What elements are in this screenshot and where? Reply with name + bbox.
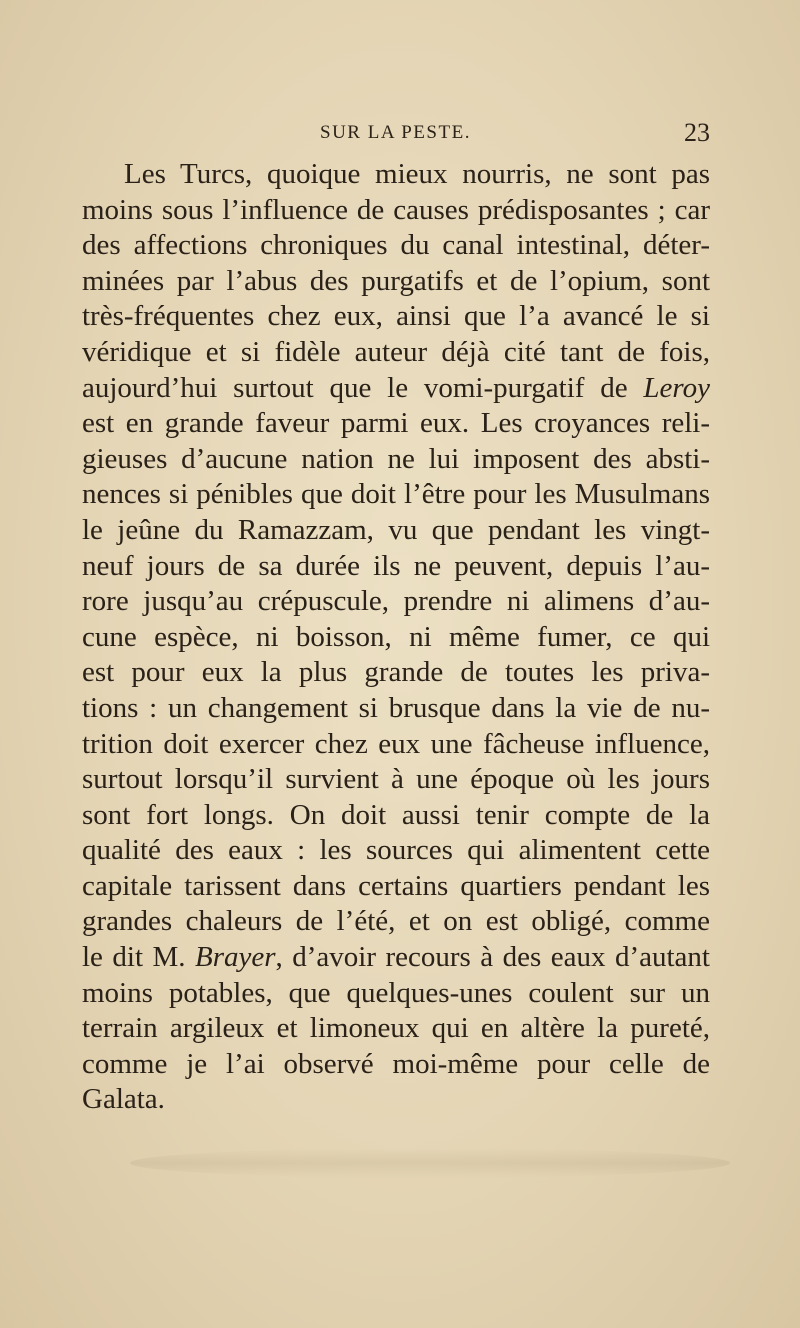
text-line: comme je l’ai observé moi-même pour celle de <box>82 1047 710 1080</box>
text-segment: aujourd’hui surtout que le vomi-purgatif de <box>82 371 644 404</box>
text-line: rore jusqu’au crépuscule, prendre ni alimens d’au- <box>82 585 710 618</box>
italic-name-brayer: Brayer <box>195 941 276 974</box>
text-line: qualité des eaux : les sources qui alimentent cette <box>82 834 710 867</box>
text-segment: , d’avoir recours à des eaux d’autant <box>275 941 710 974</box>
running-head: SUR LA PESTE. <box>320 122 471 143</box>
text-line: est pour eux la plus grande de toutes les priva- <box>82 656 710 689</box>
text-line: est en grande faveur parmi eux. Les croyances reli- <box>82 407 710 440</box>
text-line: grandes chaleurs de l’été, et on est obligé, comme <box>82 905 710 938</box>
text-line: des affections chroniques du canal intestinal, déter- <box>82 229 710 262</box>
text-line: moins potables, que quelques-unes coulent sur un <box>82 976 710 1009</box>
text-line <box>82 940 710 976</box>
page-number: 23 <box>684 118 710 147</box>
text-line: tions : un changement si brusque dans la vie de nu- <box>82 691 710 724</box>
show-through-shadow <box>130 1148 730 1178</box>
text-line: Les Turcs, quoique mieux nourris, ne sont pas <box>124 158 710 190</box>
text-segment: le dit M. <box>82 941 195 974</box>
text-line: très-fréquentes chez eux, ainsi que l’a avancé le si <box>82 300 710 333</box>
text-line: capitale tarissent dans certains quartiers pendant les <box>82 869 710 902</box>
text-line: véridique et si fidèle auteur déjà cité tant de fois, <box>82 335 710 368</box>
text-line: surtout lorsqu’il survient à une époque où les jours <box>82 763 710 796</box>
text-line: trition doit exercer chez eux une fâcheuse influence, <box>82 727 710 760</box>
text-line: sont fort longs. On doit aussi tenir compte de la <box>82 798 710 831</box>
italic-name-leroy: Leroy <box>643 371 710 404</box>
text-line: moins sous l’influence de causes prédisposantes ; car <box>82 193 710 226</box>
text-line <box>82 371 710 407</box>
text-line: terrain argileux et limoneux qui en altère la pureté, <box>82 1012 710 1045</box>
text-line: cune espèce, ni boisson, ni même fumer, ce qui <box>82 620 710 653</box>
body-text <box>82 157 710 1118</box>
text-line: nences si pénibles que doit l’être pour les Musulmans <box>82 478 710 511</box>
text-line: Galata. <box>82 1083 165 1116</box>
text-line: le jeûne du Ramazzam, vu que pendant les vingt- <box>82 513 710 546</box>
text-line: gieuses d’aucune nation ne lui imposent des absti- <box>82 442 710 475</box>
page-header <box>80 118 710 152</box>
text-line: minées par l’abus des purgatifs et de l’opium, sont <box>82 264 710 297</box>
text-line: neuf jours de sa durée ils ne peuvent, depuis l’au- <box>82 549 710 582</box>
